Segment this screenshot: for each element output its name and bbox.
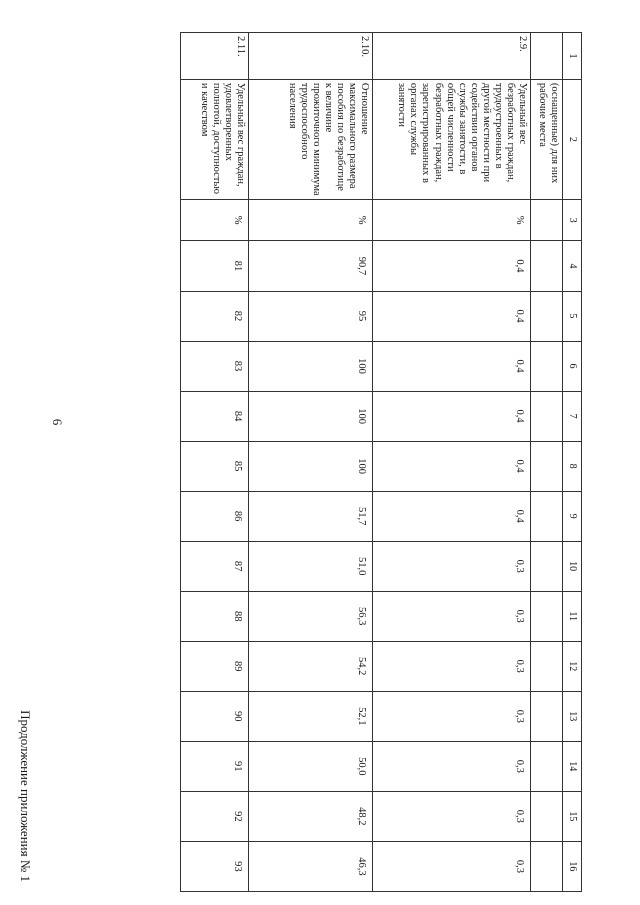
row-value: 93	[181, 841, 249, 891]
column-number: 14	[563, 741, 582, 791]
row-id: 2.10.	[249, 33, 373, 80]
row-value	[531, 741, 563, 791]
row-value	[531, 541, 563, 591]
column-number: 1	[563, 33, 582, 80]
column-number: 8	[563, 441, 582, 491]
row-value: 0,3	[373, 791, 531, 841]
row-value: 83	[181, 341, 249, 391]
column-number: 2	[563, 79, 582, 199]
row-value: 90,7	[249, 241, 373, 291]
row-value: 54,2	[249, 641, 373, 691]
column-number: 7	[563, 391, 582, 441]
row-value	[531, 391, 563, 441]
column-number-row	[563, 33, 582, 892]
row-value: 52,1	[249, 691, 373, 741]
row-value	[531, 241, 563, 291]
row-value: 92	[181, 791, 249, 841]
column-number: 3	[563, 199, 582, 241]
row-value	[531, 691, 563, 741]
column-number: 6	[563, 341, 582, 391]
row-name: (оснащенные) для них рабочие места	[531, 79, 563, 199]
row-value: 0,3	[373, 541, 531, 591]
row-value: 100	[249, 441, 373, 491]
row-value: 48,2	[249, 791, 373, 841]
row-value: 91	[181, 741, 249, 791]
row-value: 84	[181, 391, 249, 441]
row-value: 0,3	[373, 741, 531, 791]
row-id: 2.11.	[181, 33, 249, 80]
row-value: 87	[181, 541, 249, 591]
table-row	[181, 33, 249, 892]
row-value	[531, 291, 563, 341]
row-value	[531, 341, 563, 391]
column-number: 16	[563, 841, 582, 891]
row-value: 0,3	[373, 591, 531, 641]
row-value: 0,4	[373, 391, 531, 441]
row-value: 95	[249, 291, 373, 341]
row-id	[531, 33, 563, 80]
column-number: 10	[563, 541, 582, 591]
row-value: 0,3	[373, 691, 531, 741]
row-value: 90	[181, 691, 249, 741]
row-value	[531, 641, 563, 691]
table-row	[531, 33, 563, 892]
row-unit: %	[181, 199, 249, 241]
table-row	[249, 33, 373, 892]
column-number: 15	[563, 791, 582, 841]
row-value: 0,4	[373, 441, 531, 491]
row-name: Удельный вес граждан, удовлетворенных полнотой, доступностью и качеством	[181, 79, 249, 199]
column-number: 4	[563, 241, 582, 291]
column-number: 13	[563, 691, 582, 741]
row-value: 85	[181, 441, 249, 491]
row-unit: %	[373, 199, 531, 241]
column-number: 5	[563, 291, 582, 341]
page-number: 6	[50, 418, 65, 426]
row-value: 0,3	[373, 641, 531, 691]
row-value: 51,0	[249, 541, 373, 591]
row-value: 100	[249, 341, 373, 391]
row-value: 0,4	[373, 241, 531, 291]
header-note: Продолжение приложения № 1	[18, 710, 33, 882]
row-value: 0,4	[373, 291, 531, 341]
row-value: 88	[181, 591, 249, 641]
column-number: 9	[563, 491, 582, 541]
indicators-table	[180, 32, 582, 892]
column-number: 11	[563, 591, 582, 641]
row-value: 86	[181, 491, 249, 541]
rotated-page-content	[2, 22, 620, 888]
row-value	[531, 441, 563, 491]
row-value: 81	[181, 241, 249, 291]
row-value	[531, 591, 563, 641]
row-name: Удельный вес безработных граждан, трудоустроенных в другой местности при содействии органов службы занятости, в общей численности безработных граждан, зарегистрированных в органах службы занятости	[373, 79, 531, 199]
row-value: 50,0	[249, 741, 373, 791]
row-value	[531, 791, 563, 841]
row-id: 2.9.	[373, 33, 531, 80]
row-value: 89	[181, 641, 249, 691]
row-value: 56,3	[249, 591, 373, 641]
row-unit: %	[249, 199, 373, 241]
row-value: 0,3	[373, 841, 531, 891]
row-value	[531, 491, 563, 541]
row-value	[531, 841, 563, 891]
row-value: 0,4	[373, 491, 531, 541]
row-unit	[531, 199, 563, 241]
row-name: Отношение максимального размера пособия по безработице к величине прожиточного минимума трудоспособного населения	[249, 79, 373, 199]
table-row	[373, 33, 531, 892]
row-value: 51,7	[249, 491, 373, 541]
column-number: 12	[563, 641, 582, 691]
row-value: 82	[181, 291, 249, 341]
row-value: 0,4	[373, 341, 531, 391]
row-value: 46,3	[249, 841, 373, 891]
row-value: 100	[249, 391, 373, 441]
